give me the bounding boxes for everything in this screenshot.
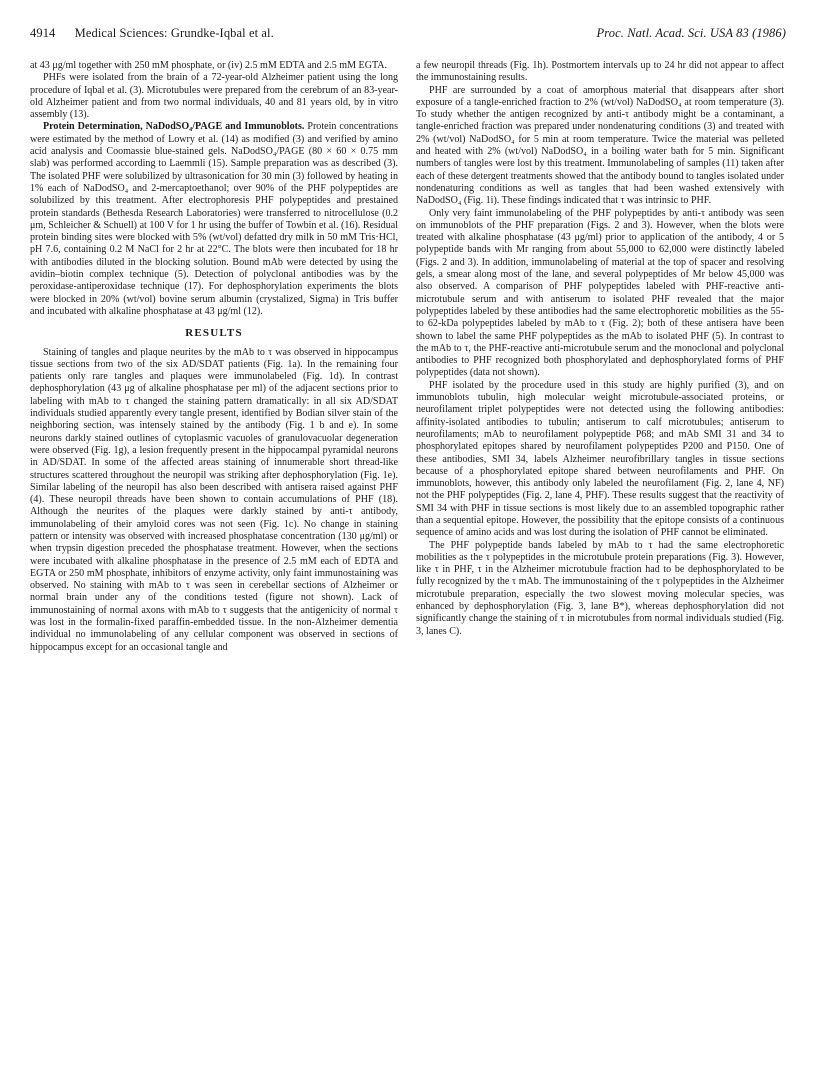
paragraph: PHF are surrounded by a coat of amorphous material that disappears after short exposure of a tangle-enriched fraction to 2% (wt/vol) NaDodSO₄ at room temperature (3). To study whether the antigen recognized by anti-τ antibody might be a contaminant, a tangle-enriched fraction was prepared under nondenaturing conditions (3) and treated with 2% (wt/vol) NaDodSO₄ for 5 min at room temperature. Twice the material was pelleted and heated with 2% (wt/vol) NaDodSO₄ in a boiling water bath for 5 min. Significant numbers of tangles were lost by this treatment. Immunolabeling of samples (11) taken after each of these detergent treatments showed that the antibody bound to tangles isolated under nondenaturing conditions as well as tangles that had been washed extensively with NaDodSO₄ (Fig. 1i). These findings indicated that τ was intrinsic to PHF. xyxy=(416,84,784,207)
paragraph: The PHF polypeptide bands labeled by mAb to τ had the same electrophoretic mobilities as the τ polypeptides in the microtubule protein preparations (Fig. 3). However, like τ in PHF, τ in the Alzheimer microtubule fraction had to be dephosphorylated to be fully recognized by the τ mAb. The immunostaining of the τ polypeptides in the Alzheimer microtubule preparation, especially the two slowest moving molecular species, was enhanced by dephosphorylation (Fig. 3, lane B*), whereas dephosphorylation did not significantly change the staining of τ in microtubules from normal individuals studied (Fig. 3, lanes C). xyxy=(416,539,784,637)
running-title: Medical Sciences: Grundke-Iqbal et al. xyxy=(74,26,274,40)
paragraph-methods xyxy=(30,121,398,318)
paragraph: at 43 μg/ml together with 250 mM phosphate, or (iv) 2.5 mM EDTA and 2.5 mM EGTA. xyxy=(30,60,388,71)
left-column xyxy=(30,60,398,654)
header-left xyxy=(30,26,274,41)
paragraph: PHF isolated by the procedure used in this study are highly purified (3), and on immunoblots tubulin, high molecular weight microtubule-associated proteins, or neurofilament triplet polypeptides were not detected using the following antibodies: affinity-isolated antibodies to tubulin; antiserum to calf microtubules; antiserum to neurofilaments; mAb to neurofilament polypeptide P68; and mAb SMI 31 and 34 to phosphorylated epitopes shared by neurofilament polypeptides P200 and P150. One of these antibodies, SMI 34, labels Alzheimer neurofibrillary tangles in tissue sections because of a phosphorylated epitope shared between neurofilaments and PHF. On immunoblots, however, this antibody only labeled the neurofilament (Fig. 2, lane 4, NF) not the PHF polypeptides (Fig. 2, lane 4, PHF). These results suggest that the reactivity of SMI 34 with PHF in tissue sections is most likely due to an assembled topographic rather than a sequential epitope. However, the possibility that the epitope consists of a continuous sequence of amino acids and was lost during the isolation of PHF cannot be eliminated. xyxy=(416,379,784,539)
page-number: 4914 xyxy=(30,26,56,40)
right-column xyxy=(416,60,784,638)
journal-citation: Proc. Natl. Acad. Sci. USA 83 (1986) xyxy=(596,26,786,40)
paragraph-body: Protein concentrations were estimated by the method of Lowry et al. (14) as modified (3) and verified by amino acid analysis and Coomassie blue-stained gels. NaDodSO₄/PAGE (80 × 60 × 0.75 mm slab) was performed according to Laemmli (15). Sample preparation was as described (3). The isolated PHF were solubilized by ultrasonication for 30 min (3) followed by heating in 1% each of NaDodSO₄ and 2-mercaptoethanol; over 90% of the PHF polypeptides are solubilized by this treatment. After electrophoresis PHF polypeptides and prestained protein standards (Bethesda Research Laboratories) were transferred to nitrocellulose (0.2 μm, Schleicher & Schuell) at 100 V for 1 hr using the buffer of Towbin et al. (16). Residual protein binding sites were blocked with 5% (wt/vol) defatted dry milk in 50 mM Tris·HCl, pH 7.6, containing 0.2 M NaCl for 2 hr at 22°C. The blots were then incubated for 18 hr with antibodies diluted in the blocking solution. Bound mAb were detected by using the avidin–biotin complex technique (5). Detection of polyclonal antibodies was by the peroxidase-antiperoxidase technique (17). For dephosphorylation experiments the blots were blocked in 20% (wt/vol) bovine serum albumin (crystalized, Sigma) in Tris buffer and incubated with alkaline phosphatase at 43 μg/ml (12). xyxy=(30,121,398,317)
paragraph: Only very faint immunolabeling of the PHF polypeptides by anti-τ antibody was seen on immunoblots of the PHF preparation (Figs. 2 and 3). However, when the blots were treated with alkaline phosphatase (43 μg/ml) prior to application of the antibody, 4 or 5 polypeptide bands with Mr ranging from about 55,000 to 62,000 were distinctly labeled (Figs. 2 and 3). In addition, immunolabeling of material at the top of spacer and resolving gels, a smear along most of the lane, and several polypeptides of Mr below 45,000 was also observed. A comparison of PHF polypeptides labeled with PHF-reactive anti-microtubule serum and with antiserum to isolated PHF revealed that the major polypeptides labeled by these antibodies had the same electrophoretic mobilities as the 55- to 62-kDa polypeptides labeled by mAb to τ (Fig. 2); both of these antisera have been shown to label the same PHF polypeptides as the mAb to isolated PHF (5). In contrast to the mAb to τ, the PHF-reactive anti-microtubule serum and the monoclonal and polyclonal antibodies to PHF recognized both phosphorylated and dephosphorylated forms of PHF polypeptides (data not shown). xyxy=(416,207,784,379)
section-heading: RESULTS xyxy=(185,327,243,340)
paragraph: Staining of tangles and plaque neurites by the mAb to τ was observed in hippocampus tissue sections from two of the six AD/SDAT patients (Fig. 1a). In the remaining four patients only rare tangles and plaques were immunolabeled (Fig. 1d). In contrast dephosphorylation (43 μg of alkaline phosphatase per ml) of the adjacent sections prior to labeling with mAb to τ changed the staining pattern dramatically: in all six AD/SDAT individuals studied apparently every tangle present, identified by Bodian silver stain of the neighboring section, was intensely stained by the antibody (Fig. 1 b and e). In some neurons darkly stained outlines of cytoplasmic vacuoles of granulovacuolar degeneration were observed (Fig. 1g), a lesion frequently present in the hippocampal pyramidal neurons in AD/SDAT. In some of the affected areas staining of innumerable short thread-like structures scattered throughout the neuropil was striking after dephosphorylation (Fig. 1e). Similar labeling of the neuropil has also been described with antisera raised against PHF (4). These neuropil threads have been shown to contain accumulations of PHF (18). Although the neurites of the plaques were darkly stained by anti-τ antibody, immunolabeling of their amyloid cores was not seen (Fig. 1c). No change in staining pattern or intensity was observed with increased phosphatase concentration (130 μg/ml) or when trypsin digestion preceded the phosphatase treatment. However, when the sections were incubated with alkaline phosphatase in the presence of 2.5 mM each of EDTA and EGTA or 250 mM phosphate, inhibitors of enzyme activity, only faint immunostaining was observed. No staining with mAb to τ was seen in cerebellar sections of Alzheimer or normal brain under any of the conditions tested (figure not shown). Lack of immunostaining of normal axons with mAb to τ suggests that the antigenicity of normal τ was lost in the formalin-fixed paraffin-embedded tissue. In the non-Alzheimer dementia individual no immunolabeling of any cellular component was observed in sections of hippocampus except for an occasional tangle and xyxy=(30,346,398,653)
paragraph: a few neuropil threads (Fig. 1h). Postmortem intervals up to 24 hr did not appear to affect the immunostaining results. xyxy=(416,60,784,84)
page-header xyxy=(30,26,786,44)
run-in-heading: Protein Determination, NaDodSO₄/PAGE and Immunoblots. xyxy=(43,121,305,133)
paragraph: PHFs were isolated from the brain of a 72-year-old Alzheimer patient using the long procedure of Iqbal et al. (3). Microtubules were prepared from the cerebrum of an 83-year-old Alzheimer patient and from two normal individuals, 40 and 81 years old, by in vitro assembly (13). xyxy=(30,72,398,121)
